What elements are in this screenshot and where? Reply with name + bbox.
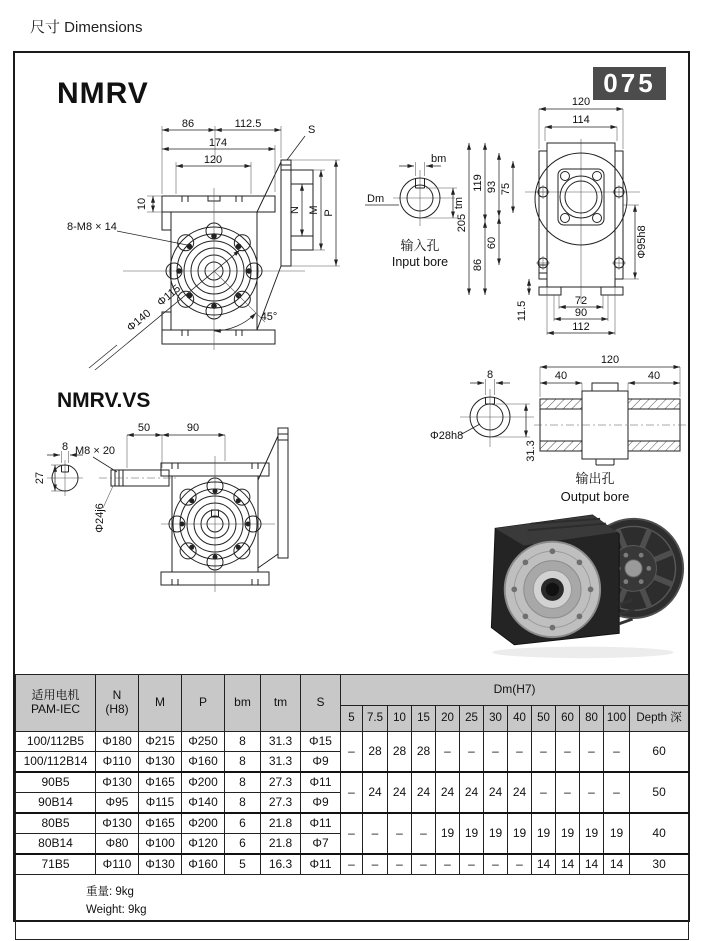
- col-header-s: S: [301, 675, 341, 732]
- vs-body-outline: [161, 428, 288, 585]
- dia-28-label: Φ28h8: [430, 430, 464, 442]
- model-cell: 80B14: [16, 834, 96, 855]
- col-header-bm: bm: [225, 675, 261, 732]
- dim-31-3-label: 31.3: [525, 440, 537, 462]
- gearbox-photo-front-flange: [505, 542, 600, 637]
- label-m: M: [308, 205, 320, 215]
- dim-86-side-label: 86: [472, 258, 484, 272]
- input-bore-shape: [393, 170, 455, 226]
- dia-95-label: Φ95h8: [636, 225, 648, 259]
- col-header-tm: tm: [261, 675, 301, 732]
- main-front-view-drawing: [65, 118, 355, 390]
- angle-45-label: 45°: [260, 311, 278, 323]
- dim-120-top-label: 120: [571, 96, 591, 108]
- depth-cell: 40: [630, 813, 689, 854]
- table-row: 100/112B14 Φ110 Φ130 Φ160 8 31.3 Φ9: [16, 752, 689, 773]
- dm-subcol-25: 25: [460, 706, 484, 732]
- dim-112-5-label: 112.5: [234, 118, 262, 130]
- dm-subcol-100: 100: [604, 706, 630, 732]
- dim-114-label: 114: [572, 114, 590, 126]
- dm-subcol-7-5: 7.5: [363, 706, 388, 732]
- main-output-flange-side: [257, 160, 313, 330]
- depth-cell: 50: [630, 772, 689, 813]
- dim-40-right-label: 40: [647, 370, 661, 382]
- table-row: 100/112B5 Φ180 Φ215 Φ250 8 31.3 Φ15 – 28 28 28 – – – – – – – – 60: [16, 732, 689, 752]
- model-cell: 71B5: [16, 854, 96, 875]
- dim-75-label: 75: [500, 182, 512, 196]
- dm-subcol-10: 10: [388, 706, 412, 732]
- dim-90-label: 90: [574, 307, 588, 319]
- table-footer-row: [16, 875, 689, 940]
- col-header-p: P: [182, 675, 225, 732]
- dim-174-label: 174: [208, 137, 228, 149]
- input-bore-caption-cn: 输入孔: [400, 238, 440, 253]
- model-cell: 90B5: [16, 772, 96, 793]
- vs-dim-8-label: 8: [61, 441, 69, 453]
- dimension-table: [15, 674, 689, 940]
- dm-subcol-50: 50: [532, 706, 556, 732]
- table-row: 80B5 Φ130 Φ165 Φ200 6 21.8 Φ11 – – – – 19 19 19 19 19 19 19 19 40: [16, 813, 689, 834]
- vs-view-drawing: [35, 420, 357, 670]
- output-shaft-section: [534, 383, 686, 465]
- vs-dim-50-label: 50: [137, 422, 151, 434]
- dim-72-label: 72: [574, 295, 588, 307]
- dia-115-label: Φ115: [155, 282, 184, 309]
- output-bore-shape: [460, 389, 534, 447]
- dim-120-shaft-label: 120: [600, 354, 620, 366]
- model-title: NMRV: [57, 77, 149, 110]
- weight-en: Weight: 9kg: [86, 903, 147, 916]
- table-row: 90B14 Φ95 Φ115 Φ140 8 27.3 Φ9: [16, 793, 689, 814]
- model-cell: 90B14: [16, 793, 96, 814]
- col-header-n: [96, 675, 139, 732]
- vs-dim-27-label: 27: [34, 471, 46, 485]
- output-bore-caption-en: Output bore: [560, 489, 630, 504]
- table-row: 90B5 Φ130 Φ165 Φ200 8 27.3 Φ11 – 24 24 24 24 24 24 24 – – – – 50: [16, 772, 689, 793]
- vs-thread-note-label: M8 × 20: [75, 445, 116, 457]
- table-row: 71B5 Φ110 Φ130 Φ160 5 16.3 Φ11 – – – – – – – – 14 14 14 14 30: [16, 854, 689, 875]
- dm-subcol-60: 60: [556, 706, 580, 732]
- main-flange-circles: [123, 188, 305, 350]
- model-cell: 100/112B14: [16, 752, 96, 773]
- dm-subcol-5: 5: [341, 706, 363, 732]
- dm-subcol-40: 40: [508, 706, 532, 732]
- col-header-dm-h7: Dm(H7): [341, 675, 689, 706]
- output-section-drawing: [430, 355, 688, 513]
- diagram-frame: [13, 51, 690, 922]
- label-s: S: [308, 124, 316, 136]
- bolt-note-label: 8-M8 × 14: [67, 221, 117, 233]
- dim-120-label: 120: [203, 154, 223, 166]
- dim-10-label: 10: [136, 197, 148, 211]
- gearbox-photo: [478, 492, 686, 662]
- dim-86-label: 86: [181, 118, 195, 130]
- weight-cn: 重量: 9kg: [86, 886, 134, 898]
- dim-205-label: 205: [456, 213, 468, 233]
- dim-119-label: 119: [472, 174, 484, 192]
- dm-subcol-80: 80: [580, 706, 604, 732]
- dim-112-label: 112: [572, 321, 590, 333]
- vs-dimensions-top: [127, 422, 225, 468]
- dim-8-output-label: 8: [486, 369, 494, 381]
- model-cell: 80B5: [16, 813, 96, 834]
- label-bm: bm: [431, 153, 447, 165]
- depth-cell: 30: [630, 854, 689, 875]
- output-bore-caption-cn: 输出孔: [575, 471, 615, 486]
- size-badge: 075: [593, 67, 666, 100]
- dim-60-label: 60: [486, 236, 498, 250]
- dim-11-5-label: 11.5: [516, 300, 528, 322]
- dm-subcol-15: 15: [412, 706, 436, 732]
- dm-subcol-20: 20: [436, 706, 460, 732]
- photo-shadow: [492, 647, 673, 658]
- label-n: N: [289, 206, 301, 214]
- page-title: 尺寸 Dimensions: [30, 19, 143, 36]
- vs-dia-24-label: Φ24j6: [94, 503, 106, 533]
- col-header-n1: N: [112, 688, 122, 703]
- weight-note: [16, 875, 689, 940]
- col-header-n2: (H8): [105, 702, 129, 716]
- col-header-m: M: [139, 675, 182, 732]
- label-dm: Dm: [367, 193, 385, 205]
- col-header-pam-en: PAM-IEC: [30, 702, 81, 716]
- dim-40-left-label: 40: [554, 370, 568, 382]
- col-header-depth: Depth 深: [630, 706, 689, 732]
- side-body-outline: [525, 139, 640, 303]
- side-view-drawing: [455, 95, 665, 361]
- col-header-pam-cn: 适用电机: [31, 688, 80, 703]
- label-tm: tm: [453, 196, 465, 210]
- main-dimensions: [67, 118, 340, 370]
- dia-140-label: Φ140: [124, 307, 154, 335]
- model-title-vs: NMRV.VS: [57, 389, 151, 412]
- side-dimensions: [456, 96, 648, 335]
- dim-93-label: 93: [486, 180, 498, 194]
- output-bore-dimensions: [430, 369, 537, 462]
- label-p: P: [323, 209, 335, 217]
- input-bore-caption-en: Input bore: [391, 255, 449, 269]
- col-header-pam-iec: [16, 675, 96, 732]
- model-cell: 100/112B5: [16, 732, 96, 752]
- depth-cell: 60: [630, 732, 689, 773]
- vs-dim-90-label: 90: [186, 422, 200, 434]
- dm-subcol-30: 30: [484, 706, 508, 732]
- table-row: 80B14 Φ80 Φ100 Φ120 6 21.8 Φ7: [16, 834, 689, 855]
